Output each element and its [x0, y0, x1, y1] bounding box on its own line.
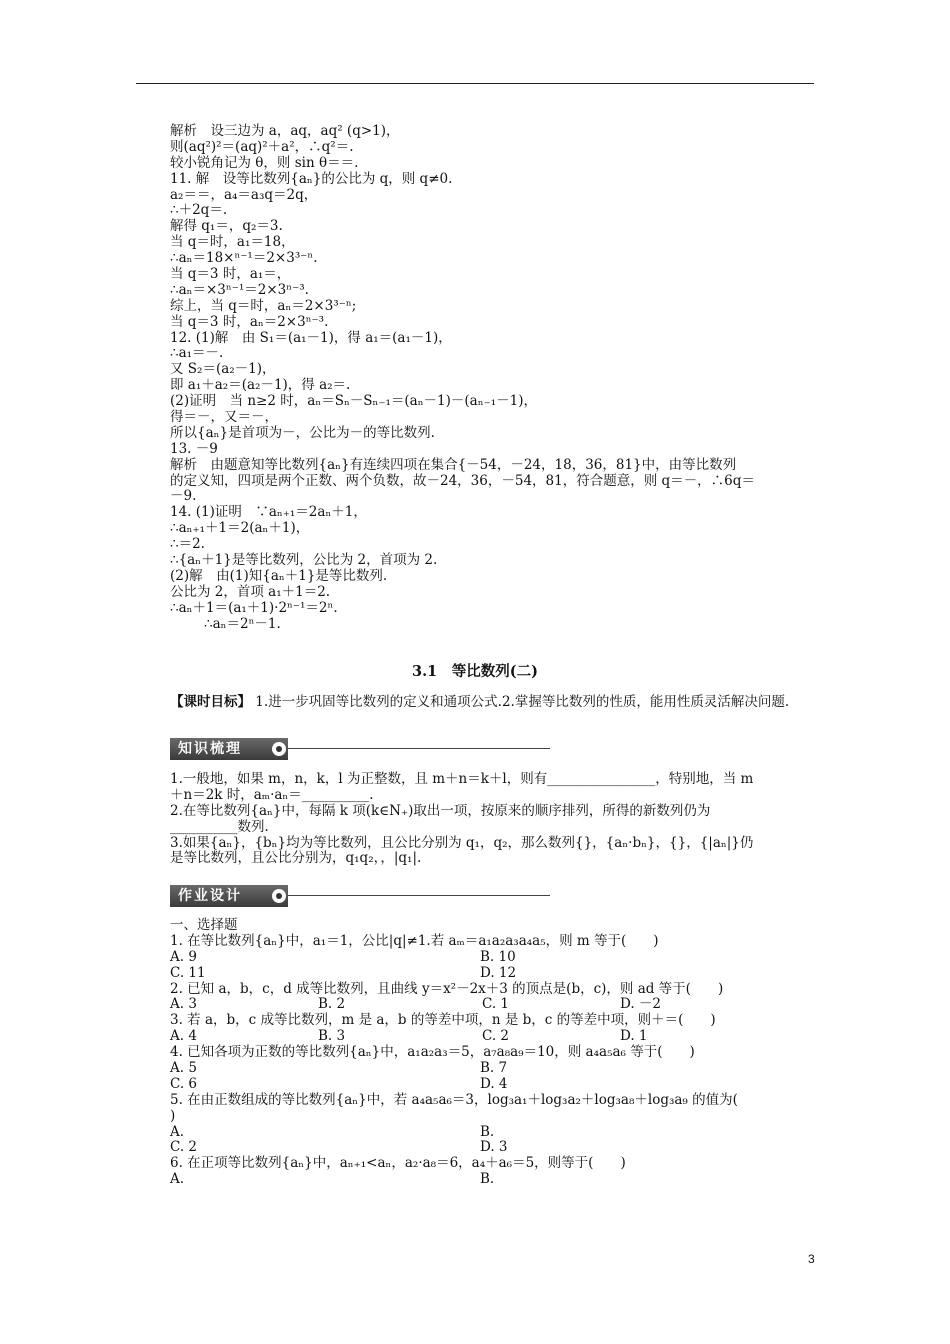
solutions-section	[170, 124, 815, 633]
answer-option[interactable]: B.	[480, 1123, 495, 1140]
homework-questions	[170, 918, 815, 1188]
answer-option[interactable]: C. 2	[482, 1028, 510, 1045]
solution-line: －9.	[170, 488, 197, 505]
answer-option[interactable]: B.	[480, 1171, 495, 1188]
solution-line: 得＝－，又＝－，	[170, 409, 278, 426]
knowledge-line: __________数列.	[170, 818, 269, 835]
knowledge-badge	[170, 738, 288, 760]
solution-line: 即 a₁＋a₂＝(a₂－1)，得 a₂＝.	[170, 377, 351, 394]
question-stem-cont: )	[170, 1107, 176, 1124]
badge-dot-icon	[272, 889, 286, 903]
objective-text: 1.进一步巩固等比数列的定义和通项公式.2.掌握等比数列的性质，能用性质灵活解决问题.	[251, 694, 790, 710]
option-row	[170, 997, 815, 1013]
lesson-objective	[170, 694, 815, 711]
page-number: 3	[808, 1252, 815, 1266]
solution-line: ∴{aₙ＋1}是等比数列，公比为 2，首项为 2.	[170, 552, 438, 569]
solution-line: 解得 q₁＝，q₂＝3.	[170, 218, 283, 235]
answer-option[interactable]: D. 12	[480, 964, 517, 981]
question-stem: 6. 在正项等比数列{aₙ}中，aₙ₊₁<aₙ，a₂·a₈＝6，a₄＋a₆＝5，则等于( )	[170, 1155, 626, 1172]
answer-option[interactable]: C. 2	[170, 1139, 198, 1156]
question-stem: 4. 已知各项为正数的等比数列{aₙ}中，a₁a₂a₃＝5，a₇a₈a₉＝10，则 a₄a₅a₆ 等于( )	[170, 1044, 695, 1061]
solution-line: 综上，当 q＝时，aₙ＝2×3³⁻ⁿ;	[170, 297, 357, 314]
question-stem: 1. 在等比数列{aₙ}中，a₁＝1，公比|q|≠1.若 aₘ＝a₁a₂a₃a₄a₅，则 m 等于( )	[170, 932, 659, 949]
solution-line: 13. －9	[170, 440, 218, 457]
knowledge-rule	[288, 748, 550, 749]
question-stem: 3. 若 a，b，c 成等比数列，m 是 a，b 的等差中项，n 是 b，c 的等差中项，则＋＝( )	[170, 1012, 716, 1029]
knowledge-badge-label: 知识梳理	[178, 741, 242, 757]
answer-option[interactable]: B. 3	[318, 1028, 346, 1045]
solution-line: ∴＝2.	[170, 536, 205, 553]
solution-line: 解析 设三边为 a，aq，aq² (q>1)，	[170, 123, 400, 139]
answer-option[interactable]: C. 6	[170, 1075, 198, 1092]
solution-line: 当 q＝时，a₁＝18，	[170, 234, 295, 251]
solution-line: ∴aₙ＝×3ⁿ⁻¹＝2×3ⁿ⁻³.	[170, 281, 309, 298]
solution-line: 的定义知，四项是两个正数、两个负数，故－24，36，－54，81，符合题意，则 q＝－，∴6q＝	[170, 472, 755, 489]
option-row	[170, 1140, 815, 1156]
solution-line: (2)证明 当 n≥2 时，aₙ＝Sₙ－Sₙ₋₁＝(aₙ－1)－(aₙ₋₁－1)，	[170, 393, 537, 410]
answer-option[interactable]: D. －2	[620, 996, 662, 1013]
knowledge-line: 是等比数列，且公比分别为，q₁q₂，，|q₁|.	[170, 850, 422, 867]
option-row	[170, 966, 815, 982]
section-title: 3.1 等比数列(二)	[412, 663, 538, 680]
solution-line: a₂＝＝，a₄＝a₃q＝2q，	[170, 186, 318, 203]
homework-header	[170, 885, 560, 907]
solution-line: (2)解 由(1)知{aₙ＋1}是等比数列.	[170, 567, 388, 584]
knowledge-line: 2.在等比数列{aₙ}中，每隔 k 项(k∈N₊)取出一项，按原来的顺序排列，所得的新数列仍为	[170, 802, 711, 819]
knowledge-line: 1.一般地，如果 m，n，k，l 为正整数，且 m＋n＝k＋l，则有________________，特别地，当 m	[170, 771, 754, 787]
solution-line: 公比为 2，首项 a₁＋1＝2.	[170, 583, 331, 600]
solution-line: ∴＋2q＝.	[170, 202, 228, 219]
option-row	[170, 1172, 815, 1188]
solution-line: ∴a₁＝－.	[170, 345, 224, 362]
solution-line: ∴aₙ＝2ⁿ－1.	[204, 615, 281, 632]
option-row	[170, 1061, 815, 1077]
answer-option[interactable]: D. 3	[480, 1139, 508, 1156]
question-stem: 2. 已知 a，b，c，d 成等比数列，且曲线 y＝x²－2x＋3 的顶点是(b，c)，则 ad 等于( )	[170, 980, 724, 997]
option-row	[170, 1029, 815, 1045]
knowledge-line: 3.如果{aₙ}，{bₙ}均为等比数列，且公比分别为 q₁，q₂，那么数列{}，{aₙ·bₙ}，{}，{|aₙ|}仍	[170, 834, 754, 851]
knowledge-items	[170, 772, 815, 867]
solution-line: ∴aₙ＝18×ⁿ⁻¹＝2×3³⁻ⁿ.	[170, 250, 318, 267]
solution-line: 解析 由题意知等比数列{aₙ}有连续四项在集合{－54，－24，18，36，81}中，由等比数列	[170, 456, 737, 473]
answer-option[interactable]: A. 9	[170, 948, 197, 965]
answer-option[interactable]: D. 4	[480, 1075, 508, 1092]
answer-option[interactable]: A.	[170, 1123, 185, 1140]
answer-option[interactable]: A. 3	[170, 996, 197, 1013]
answer-option[interactable]: C. 1	[482, 996, 510, 1013]
solution-line: 又 S₂＝(a₂－1)，	[170, 361, 276, 378]
answer-option[interactable]: A. 5	[170, 1060, 197, 1077]
objective-label: 【课时目标】	[170, 694, 251, 710]
homework-badge	[170, 885, 288, 907]
knowledge-line: ＋n＝2k 时，aₘ·aₙ＝__________.	[170, 786, 374, 803]
solution-line: ∴aₙ＋1＝(a₁＋1)·2ⁿ⁻¹＝2ⁿ.	[170, 599, 338, 616]
answer-option[interactable]: B. 10	[480, 948, 516, 965]
option-row	[170, 1125, 815, 1141]
solution-line: 当 q＝3 时，a₁＝，	[170, 266, 291, 283]
badge-dot-icon	[272, 742, 286, 756]
solution-line: 所以{aₙ}是首项为－，公比为－的等比数列.	[170, 424, 435, 441]
solution-line: 11. 解 设等比数列{aₙ}的公比为 q，则 q≠0.	[170, 170, 453, 187]
solution-line: 12. (1)解 由 S₁＝(a₁－1)，得 a₁＝(a₁－1)，	[170, 329, 452, 346]
solution-line: 则(aq²)²＝(aq)²＋a²，∴q²＝.	[170, 138, 354, 155]
answer-option[interactable]: A.	[170, 1171, 185, 1188]
homework-rule	[288, 895, 550, 896]
answer-option[interactable]: A. 4	[170, 1028, 197, 1045]
solution-line: 较小锐角记为 θ，则 sin θ＝＝.	[170, 154, 359, 171]
solution-line: 14. (1)证明 ∵aₙ₊₁＝2aₙ＋1，	[170, 504, 367, 521]
answer-option[interactable]: B. 7	[480, 1060, 508, 1077]
knowledge-header	[170, 738, 560, 760]
option-row	[170, 950, 815, 966]
header-rule	[136, 83, 814, 84]
answer-option[interactable]: D. 1	[620, 1028, 648, 1045]
solution-line: ∴aₙ₊₁＋1＝2(aₙ＋1)，	[170, 520, 310, 537]
homework-heading: 一、选择题	[170, 917, 238, 933]
option-row	[170, 1077, 815, 1093]
question-stem: 5. 在由正数组成的等比数列{aₙ}中，若 a₄a₅a₆＝3，log₃a₁＋log₃a₂＋log₃a₈＋log₃a₉ 的值为(	[170, 1091, 738, 1108]
answer-option[interactable]: B. 2	[318, 996, 346, 1013]
solution-line: 当 q＝3 时，aₙ＝2×3ⁿ⁻³.	[170, 313, 329, 330]
answer-option[interactable]: C. 11	[170, 964, 206, 981]
homework-badge-label: 作业设计	[178, 888, 242, 904]
